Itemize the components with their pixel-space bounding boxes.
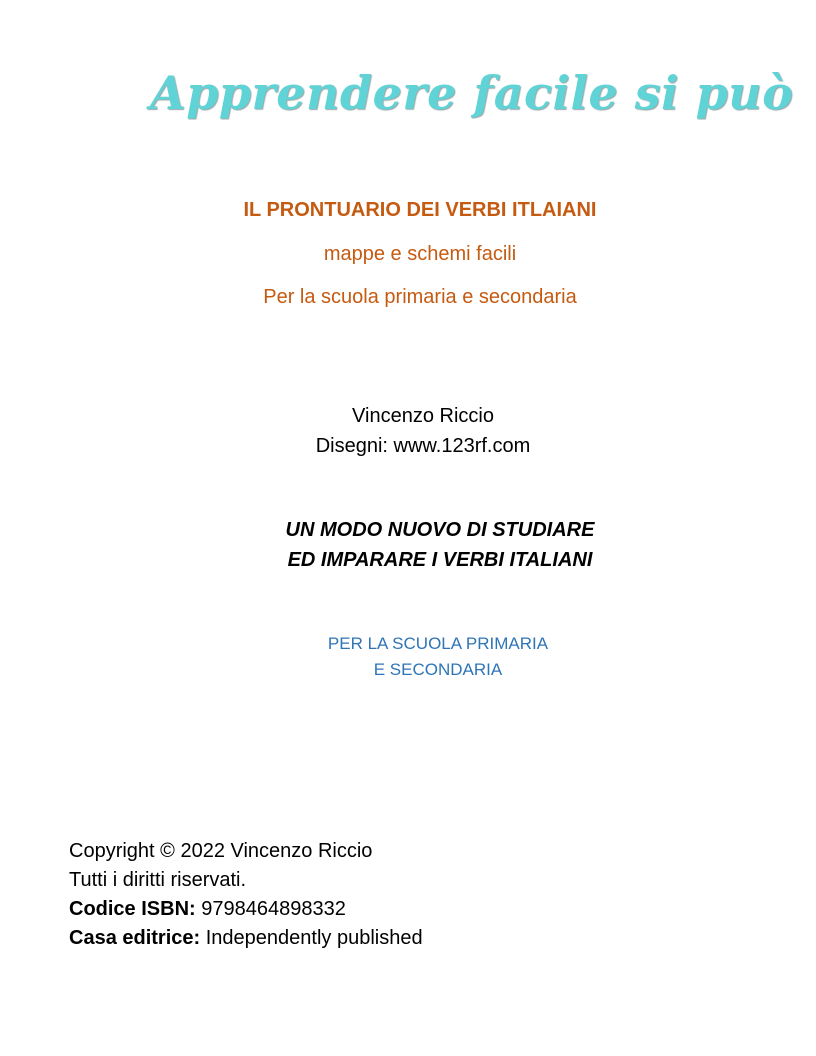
audience-caps-line-2: E SECONDARIA — [373, 660, 503, 679]
publisher-row — [69, 924, 669, 953]
isbn-value: 9798464898332 — [201, 898, 346, 920]
audience-caps-line-1: PER LA SCUOLA PRIMARIA — [327, 634, 549, 653]
isbn-row — [69, 895, 669, 924]
tagline-line-1: UN MODO NUOVO DI STUDIARE — [285, 519, 595, 541]
publisher-value: Independently published — [205, 927, 423, 949]
publisher-label: Casa editrice: — [69, 927, 201, 949]
copyright-notice: Copyright © 2022 Vincenzo Riccio — [69, 840, 373, 862]
tagline-line-2: ED IMPARARE I VERBI ITALIANI — [287, 549, 593, 571]
copyright-block — [69, 837, 669, 953]
audience-caps-block — [288, 631, 588, 683]
credits-block — [220, 401, 626, 461]
drawings-credit: Disegni: www.123rf.com — [315, 435, 531, 457]
book-title: IL PRONTUARIO DEI VERBI ITLAIANI — [243, 199, 597, 221]
author-name: Vincenzo Riccio — [352, 405, 494, 427]
book-subtitle: mappe e schemi facili — [323, 243, 517, 265]
series-title: Apprendere facile si può — [150, 66, 794, 120]
tagline-block — [200, 515, 680, 575]
isbn-label: Codice ISBN: — [69, 898, 196, 920]
rights-reserved: Tutti i diritti riservati. — [69, 869, 247, 891]
book-audience: Per la scuola primaria e secondaria — [263, 286, 577, 308]
